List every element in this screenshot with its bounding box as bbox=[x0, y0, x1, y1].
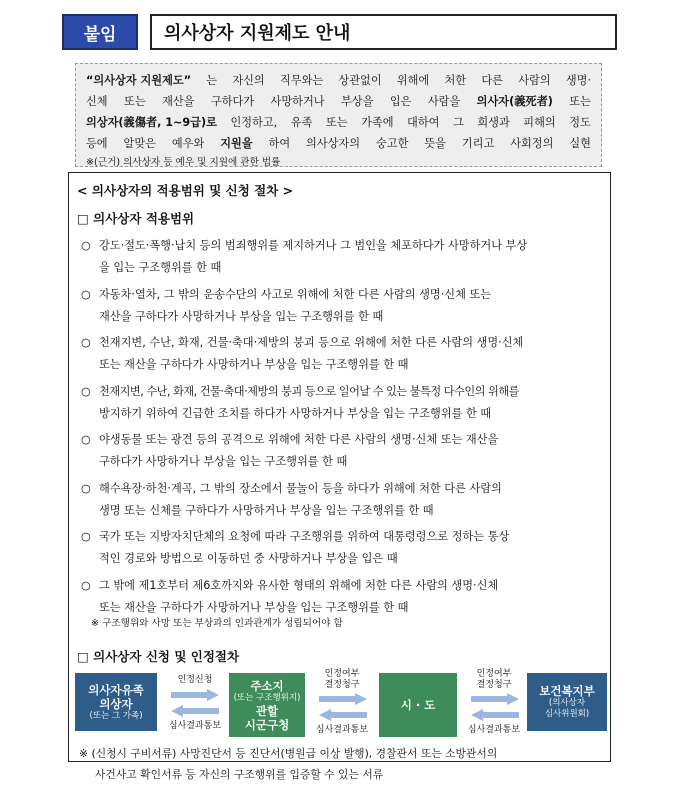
apply-label: 인정신청 bbox=[177, 675, 213, 685]
list-item: ○ 강도·절도·폭행·납치 등의 범죄행위를 제지하거나 그 범인을 체포하다가 사망하거나 부상 을 입는 구조행위를 한 때 bbox=[81, 235, 605, 279]
list-item: ○ 그 밖에 제1호부터 제6호까지와 유사한 형태의 위해에 처한 다른 사람의 생명·신체 또는 재산을 구하다가 사망하거나 부상을 입는 구조행위를 한 때 bbox=[81, 575, 605, 619]
procedure-heading: □ 의사상자 신청 및 인정절차 bbox=[77, 649, 240, 664]
ministry-box: 보건복지부 (의사상자 심사위원회) bbox=[527, 673, 607, 731]
intro-line: “의사상자 지원제도” 는 자신의 직무와는 상관없이 위해에 처한 다른 사람의 생명· bbox=[86, 74, 591, 87]
circle-bullet-icon: ○ bbox=[81, 530, 91, 543]
circle-bullet-icon: ○ bbox=[81, 384, 91, 398]
result-label: 심사결과통보 bbox=[467, 725, 521, 735]
circle-bullet-icon: ○ bbox=[81, 578, 91, 592]
list-item: ○ 천재지변, 수난, 화재, 건물·축대·제방의 붕괴 등으로 일어날 수 있는 불특정 다수인의 위해를 방지하기 위하여 긴급한 조치를 하다가 사망하거나 부상을 입는 구조행위를 한 때 bbox=[81, 381, 605, 425]
applicant-box: 의사자유족 의상자 (또는 그 가족) bbox=[75, 673, 157, 731]
list-item: ○ 자동차·열차, 그 밖의 운송수단의 사고로 위해에 처한 다른 사람의 생명·신체 또는 재산을 구하다가 사망하거나 부상을 입는 구조행위를 한 때 bbox=[81, 284, 605, 328]
header bbox=[62, 14, 617, 50]
circle-bullet-icon: ○ bbox=[81, 287, 91, 301]
causality-note: ※ 구조행위와 사망 또는 부상과의 인과관계가 성립되어야 함 bbox=[91, 618, 343, 629]
list-item: ○ 해수욕장·하천·계곡, 그 밖의 장소에서 물놀이 등을 하다가 위해에 처한 다른 사람의 생명 또는 신체를 구하다가 사망하거나 부상을 입는 구조행위를 한 때 bbox=[81, 478, 605, 522]
result-label: 심사결과통보 bbox=[168, 721, 222, 731]
right-arrow-icon bbox=[471, 693, 519, 705]
circle-bullet-icon: ○ bbox=[81, 336, 91, 349]
list-item: ○ 야생동물 또는 광견 등의 공격으로 위해에 처한 다른 사람의 생명·신체 또는 재산을 구하다가 사망하거나 부상을 입는 구조행위를 한 때 bbox=[81, 429, 605, 473]
scope-list bbox=[81, 235, 605, 623]
request-label: 인정여부 결정청구 bbox=[324, 669, 360, 690]
scope-heading: □ 의사상자 적용범위 bbox=[77, 211, 195, 226]
circle-bullet-icon: ○ bbox=[81, 481, 91, 495]
required-documents-note: ※ (신청시 구비서류) 사망진단서 등 진단서(병원급 이상 발행), 경찰관서 또는 소방관서의 사건사고 확인서류 등 자신의 구조행위를 입증할 수 있는 서류 bbox=[79, 747, 498, 781]
district-office-box: 주소지 (또는 구조행위지) 관할 시군구청 bbox=[229, 673, 305, 737]
attachment-badge: 붙임 bbox=[62, 14, 138, 50]
right-arrow-icon bbox=[319, 693, 367, 705]
left-arrow-icon bbox=[319, 709, 367, 721]
left-arrow-icon bbox=[471, 709, 519, 721]
section-heading: < 의사상자의 적용범위 및 신청 절차 > bbox=[77, 183, 294, 198]
intro-box bbox=[75, 63, 602, 167]
result-label: 심사결과통보 bbox=[315, 725, 369, 735]
legal-basis-note: ※(근거) 의사상자 등 예우 및 지원에 관한 법률 bbox=[86, 157, 281, 168]
intro-line: 등에 알맞은 예우와 지원을 하여 의사상자의 숭고한 뜻을 기리고 사회정의 실현 bbox=[86, 137, 591, 150]
page-title: 의사상자 지원제도 안내 bbox=[150, 14, 617, 50]
right-arrow-icon bbox=[171, 689, 219, 701]
main-box bbox=[68, 172, 611, 781]
intro-line: 의상자(義傷者, 1~9급)로 인정하고, 유족 또는 가족에 대하여 그 희생과 피해의 정도 bbox=[86, 116, 591, 129]
list-item: ○ 천재지변, 수난, 화재, 건물·축대·제방의 붕괴 등으로 위해에 처한 다른 사람의 생명·신체 또는 재산을 구하다가 사망하거나 부상을 입는 구조행위를 한 때 bbox=[81, 332, 605, 376]
circle-bullet-icon: ○ bbox=[81, 433, 91, 446]
left-arrow-icon bbox=[171, 705, 219, 717]
intro-line: 신체 또는 재산을 구하다가 사망하거나 부상을 입은 사람을 의사자(義死者) 또는 bbox=[86, 95, 591, 108]
list-item: ○ 국가 또는 지방자치단체의 요청에 따라 구조행위를 위하여 대통령령으로 정하는 통상 적인 경로와 방법으로 이동하던 중 사망하거나 부상을 입은 때 bbox=[81, 526, 605, 570]
request-label: 인정여부 결정청구 bbox=[476, 669, 512, 690]
province-box: 시 · 도 bbox=[379, 673, 457, 737]
circle-bullet-icon: ○ bbox=[81, 239, 91, 252]
